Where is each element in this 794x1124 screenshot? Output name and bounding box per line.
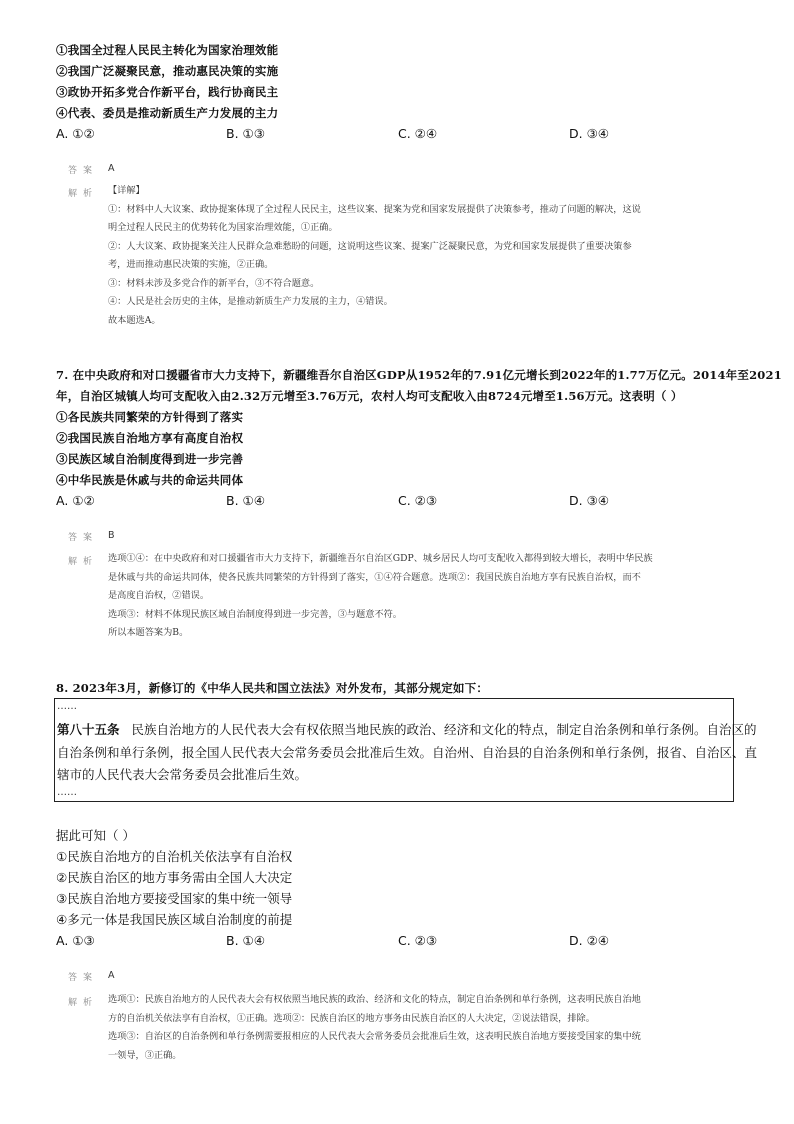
- analysis-line: ④：人民是社会历史的主体，是推动新质生产力发展的主力，④错误。: [108, 296, 393, 307]
- statement: ③民族区域自治制度得到进一步完善: [56, 452, 244, 466]
- ellipsis: ……: [57, 787, 77, 798]
- statement: ②我国广泛凝聚民意，推动惠民决策的实施: [56, 64, 279, 78]
- option-d[interactable]: D. ③④: [569, 493, 609, 508]
- law-text: [57, 719, 758, 787]
- analysis-line: 故本题选A。: [108, 314, 161, 326]
- q7-options: [56, 493, 756, 509]
- option-d[interactable]: D. ②④: [569, 933, 609, 948]
- option-c[interactable]: C. ②③: [398, 933, 438, 948]
- statement: ④多元一体是我国民族区域自治制度的前提: [56, 912, 293, 927]
- statement: ③民族自治地方要接受国家的集中统一领导: [56, 891, 293, 906]
- analysis-line: 方的自治机关依法享有自治权，①正确。选项②：民族自治区的地方事务由民族自治区的人大决定，②说法错误，排除。: [108, 1012, 595, 1024]
- analysis-line: 是休戚与共的命运共同体，使各民族共同繁荣的方针得到了落实，①④符合题意。选项②：我国民族自治地方享有民族自治权，而不: [108, 571, 641, 583]
- analysis-line: ①：材料中人大议案、政协提案体现了全过程人民民主，这些议案、提案为党和国家发展提供了决策参考，推动了问题的解决，这说: [108, 203, 641, 215]
- statement: ④中华民族是休戚与共的命运共同体: [56, 473, 244, 487]
- law-line: 辖市的人民代表大会常务委员会批准后生效。: [57, 767, 308, 782]
- answer-value: A: [108, 163, 115, 174]
- analysis-line: 选项①④：在中央政府和对口援疆省市大力支持下，新疆维吾尔自治区GDP、城乡居民人均可支配收入都得到较大增长，表明中华民族: [108, 553, 653, 564]
- statement: ①民族自治地方的自治机关依法享有自治权: [56, 849, 293, 864]
- statement: ②我国民族自治地方享有高度自治权: [56, 431, 244, 445]
- statement: ④代表、委员是推动新质生产力发展的主力: [56, 106, 279, 120]
- analysis-line: 所以本题答案为B。: [108, 627, 189, 638]
- q6-options: [56, 126, 756, 142]
- q8-options: [56, 933, 756, 949]
- analysis-line: 选项③：自治区的自治条例和单行条例需要报相应的人民代表大会常务委员会批准后生效，这表明民族自治地方要接受国家的集中统: [108, 1031, 641, 1042]
- analysis-line: ③：材料未涉及多党合作的新平台，③不符合题意。: [108, 277, 320, 289]
- law-article-number: 第八十五条: [57, 722, 120, 737]
- analysis-line: 选项①：民族自治地方的人民代表大会有权依照当地民族的政治、经济和文化的特点，制定自治条例和单行条例，这表明民族自治地: [108, 994, 641, 1005]
- question-stem: 年，自治区城镇人均可支配收入由2.32万元增至3.76万元，农村人均可支配收入由8724元增至1.56万元。这表明（ ）: [56, 389, 683, 403]
- analysis-line: 选项③：材料不体现民族区域自治制度得到进一步完善，③与题意不符。: [108, 608, 402, 620]
- statement: ①各民族共同繁荣的方针得到了落实: [56, 410, 244, 424]
- option-a[interactable]: A. ①②: [56, 126, 95, 141]
- statement: ②民族自治区的地方事务需由全国人大决定: [56, 870, 293, 885]
- analysis-line: 明全过程人民民主的优势转化为国家治理效能，①正确。: [108, 222, 338, 233]
- analysis-line: 是高度自治权，②错误。: [108, 590, 210, 601]
- answer-label: 答案: [68, 973, 99, 983]
- q8-analysis: [108, 991, 728, 1065]
- law-line: 自治条例和单行条例，报全国人民代表大会常务委员会批准后生效。自治州、自治县的自治条例和单行条例，报省、自治区、直: [57, 744, 758, 760]
- q7-analysis: [108, 550, 728, 643]
- question-stem: 8. 2023年3月，新修订的《中华人民共和国立法法》对外发布，其部分规定如下：: [56, 681, 489, 695]
- option-c[interactable]: C. ②④: [398, 126, 438, 141]
- answer-label: 答案: [68, 533, 99, 543]
- analysis-line: ②：人大议案、政协提案关注人民群众急难愁盼的问题，这说明这些议案、提案广泛凝聚民意，为党和国家发展提供了重要决策参: [108, 240, 632, 252]
- answer-value: B: [108, 530, 115, 541]
- analysis-label: 解析: [68, 557, 99, 567]
- question-stem: 7. 在中央政府和对口援疆省市大力支持下，新疆维吾尔自治区GDP从1952年的7.91亿元增长到2022年的1.77万亿元。2014年至2021: [56, 368, 782, 382]
- analysis-label: 解析: [68, 998, 99, 1008]
- analysis-line: 考，进而推动惠民决策的实施，②正确。: [108, 259, 274, 270]
- option-a[interactable]: A. ①③: [56, 933, 95, 948]
- answer-label: 答案: [68, 166, 99, 176]
- option-c[interactable]: C. ②③: [398, 493, 438, 508]
- option-b[interactable]: B. ①④: [226, 933, 265, 948]
- law-excerpt-box: [54, 698, 758, 802]
- option-d[interactable]: D. ③④: [569, 126, 609, 141]
- option-b[interactable]: B. ①③: [226, 126, 265, 141]
- analysis-line: 【详解】: [108, 185, 145, 196]
- analysis-label: 解析: [68, 189, 99, 199]
- analysis-line: 一领导，③正确。: [108, 1049, 182, 1061]
- option-b[interactable]: B. ①④: [226, 493, 265, 508]
- ellipsis: ……: [57, 701, 77, 712]
- option-a[interactable]: A. ①②: [56, 493, 95, 508]
- statement: ③政协开拓多党合作新平台，践行协商民主: [56, 85, 279, 99]
- answer-value: A: [108, 970, 115, 981]
- law-line: 民族自治地方的人民代表大会有权依照当地民族的政治、经济和文化的特点，制定自治条例和单行条例。自治区的: [131, 722, 757, 737]
- q6-analysis: [108, 182, 728, 330]
- question-prompt: 据此可知（ ）: [56, 828, 135, 843]
- statement: ①我国全过程人民民主转化为国家治理效能: [56, 43, 279, 57]
